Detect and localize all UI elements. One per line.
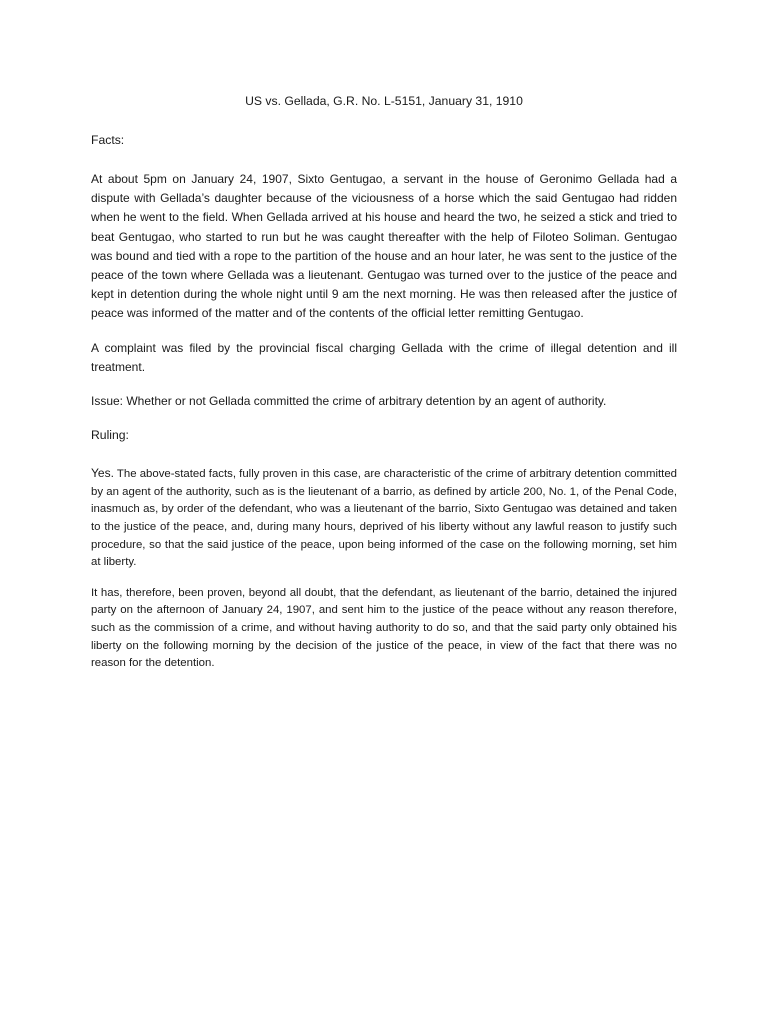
document-title: US vs. Gellada, G.R. No. L-5151, January 31, 1910 — [245, 94, 523, 108]
facts-heading: Facts: — [91, 133, 125, 147]
complaint-paragraph: A complaint was filed by the provincial fiscal charging Gellada with the crime of illegal detention and ill treatment. — [91, 340, 677, 374]
document-body — [91, 92, 677, 686]
ruling-paragraph — [91, 465, 677, 572]
issue-paragraph: Issue: Whether or not Gellada committed the crime of arbitrary detention by an agent of authority. — [91, 394, 607, 409]
facts-paragraph: At about 5pm on January 24, 1907, Sixto Gentugao, a servant in the house of Geronimo Gellada had a dispute with Gellada’s daughter because of the viciousness of a horse which the said Gentugao had ridden when he went to the field. When Gellada arrived at his house and heard the two, he seized a stick and tried to beat Gentugao, who started to run but he was caught thereafter with the help of Filoteo Soliman. Gentugao was bound and tied with a rope to the partition of the house and an hour later, he was sent to the justice of the peace of the town where Gellada was a lieutenant. Gentugao was turned over to the justice of the peace and kept in detention during the whole night until 9 am the next morning. He was then released after the justice of peace was informed of the matter and of the contents of the official letter remitting Gentugao. — [91, 172, 677, 321]
conclusion-paragraph: It has, therefore, been proven, beyond all doubt, that the defendant, as lieutenant of the barrio, detained the injured party on the afternoon of January 24, 1907, and sent him to the justice of the peace without any reason therefore, such as the commission of a crime, and without having authority to do so, and that the said party only obtained his liberty on the following morning by the decision of the justice of the peace, in view of the fact that there was no reason for the detention. — [91, 586, 677, 670]
ruling-heading: Ruling: — [91, 428, 129, 443]
ruling-answer: Yes. — [91, 466, 114, 481]
ruling-paragraph-text: The above-stated facts, fully proven in this case, are characteristic of the crime of arbitrary detention committed by an agent of the authority, such as is the lieutenant of a barrio, as defined by article 200, No. 1, of the Penal Code, inasmuch as, by order of the defendant, who was a lieutenant of the barrio, Sixto Gentugao was detained and taken to the justice of the peace, and, during many hours, deprived of his liberty without any lawful reason to justify such procedure, so that the said justice of the peace, upon being informed of the case on the following morning, set him at liberty. — [91, 468, 677, 569]
